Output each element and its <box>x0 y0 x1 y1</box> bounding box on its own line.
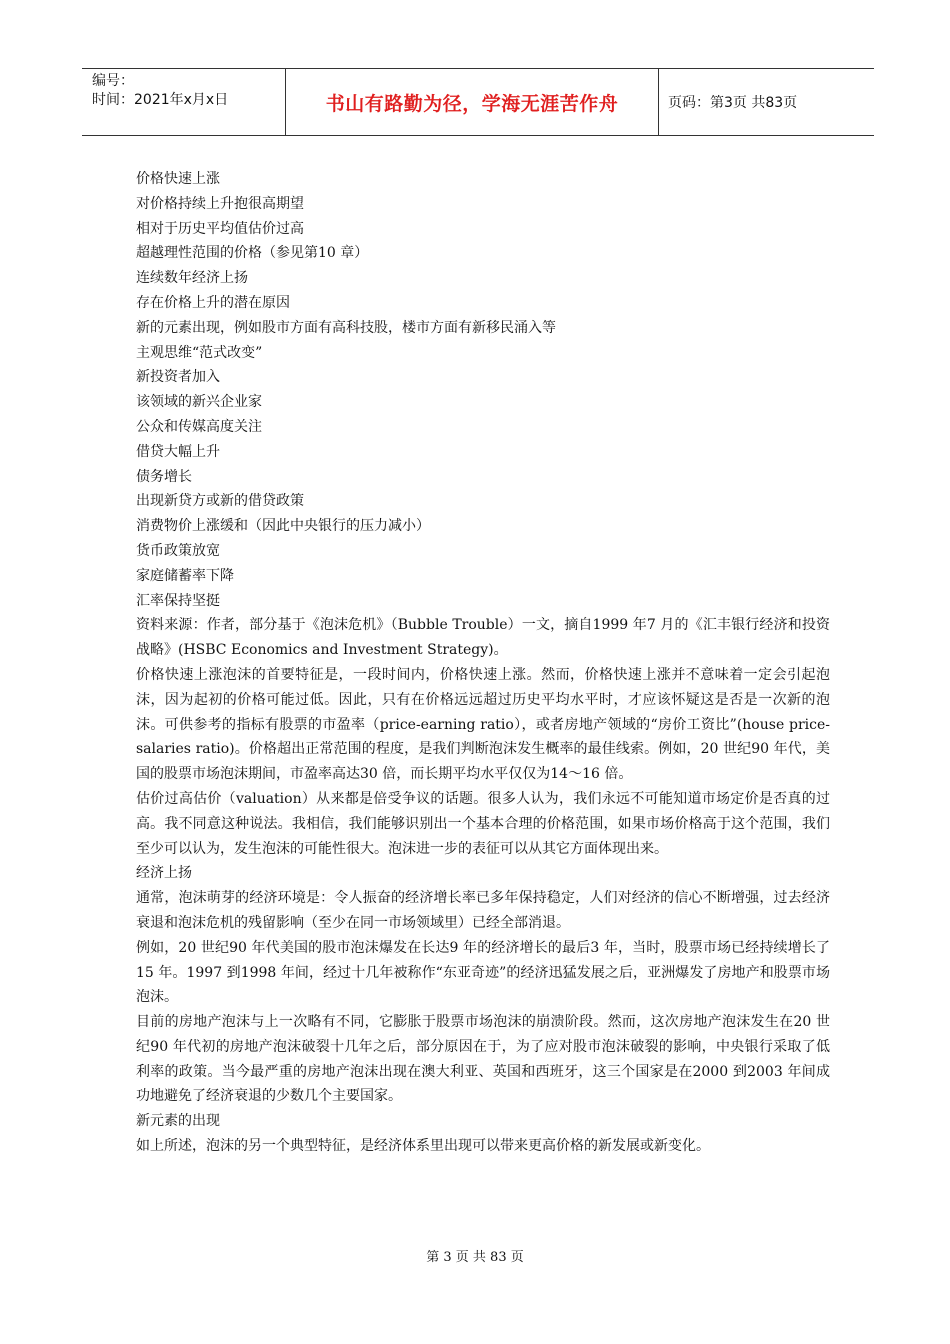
header-divider <box>658 69 659 135</box>
list-item: 公众和传媒高度关注 <box>136 418 262 435</box>
list-item: 借贷大幅上升 <box>136 443 220 460</box>
header-motto: 书山有路勤为径，学海无涯苦作舟 <box>325 92 619 115</box>
list-item: 相对于历史平均值估价过高 <box>136 220 304 237</box>
list-item: 汇率保持坚挺 <box>136 592 220 609</box>
page-footer: 第 3 页 共 83 页 <box>426 1250 524 1265</box>
header-page-number: 页码：第3页 共83页 <box>668 95 798 111</box>
list-item: 连续数年经济上扬 <box>136 270 248 287</box>
list-item: 存在价格上升的潜在原因 <box>136 294 290 311</box>
list-item: 债务增长 <box>136 468 192 485</box>
document-header <box>82 68 874 136</box>
list-item: 主观思维“范式改变” <box>136 344 263 361</box>
section-heading: 经济上扬 <box>136 865 192 882</box>
list-item: 对价格持续上升抱很高期望 <box>136 195 304 212</box>
section-heading: 新元素的出现 <box>136 1113 220 1130</box>
list-item: 消费物价上涨缓和（因此中央银行的压力减小） <box>136 518 430 535</box>
list-item: 新投资者加入 <box>136 369 220 386</box>
list-item: 出现新贷方或新的借贷政策 <box>136 493 304 510</box>
body-paragraph: 通常，泡沫萌芽的经济环境是：令人振奋的经济增长率已多年保持稳定，人们对经济的信心不断增强，过去经济衰退和泡沫危机的残留影响（至少在同一市场领域里）已经全部消退。 <box>136 890 830 931</box>
body-paragraph: 估价过高估价（valuation）从来都是倍受争议的话题。很多人认为，我们永远不可能知道市场定价是否真的过高。我不同意这种说法。我相信，我们能够识别出一个基本合理的价格范围，如果市场价格高于这个范围，我们至少可以认为，发生泡沫的可能性很大。泡沫进一步的表征可以从其它方面体现出来。 <box>136 790 830 857</box>
body-paragraph: 如上所述，泡沫的另一个典型特征，是经济体系里出现可以带来更高价格的新发展或新变化。 <box>136 1138 710 1155</box>
header-meta <box>92 72 292 110</box>
list-item: 该领域的新兴企业家 <box>136 394 262 411</box>
document-date-label: 时间：2021年x月x日 <box>92 92 229 108</box>
document-code-label: 编号： <box>92 73 134 89</box>
list-item: 货币政策放宽 <box>136 542 220 559</box>
document-body <box>136 167 830 1159</box>
list-item: 价格快速上涨 <box>136 171 220 187</box>
body-paragraph: 例如，20 世纪90 年代美国的股市泡沫爆发在长达9 年的经济增长的最后3 年，当时，股票市场已经持续增长了15 年。1997 到1998 年间，经过十几年被称作“东亚奇迹”的经济迅猛发展之后，亚洲爆发了房地产和股票市场泡沫。 <box>136 939 830 1006</box>
body-paragraph: 价格快速上涨泡沫的首要特征是，一段时间内，价格快速上涨。然而，价格快速上涨并不意味着一定会引起泡沫，因为起初的价格可能过低。因此，只有在价格远远超过历史平均水平时，才应该怀疑这是否是一次新的泡沫。可供参考的指标有股票的市盈率（price-earning ratio），或者房地产领域的“房价工资比”(house price-salaries ratio)。价格超出正常范围的程度，是我们判断泡沫发生概率的最佳线索。例如，20 世纪90 年代，美国的股票市场泡沫期间，市盈率高达30 倍，而长期平均水平仅仅为14～16 倍。 <box>136 666 830 783</box>
list-item: 家庭储蓄率下降 <box>136 567 234 584</box>
list-item: 超越理性范围的价格（参见第10 章） <box>136 245 369 262</box>
list-item: 新的元素出现，例如股市方面有高科技股，楼市方面有新移民涌入等 <box>136 319 556 336</box>
body-paragraph: 目前的房地产泡沫与上一次略有不同，它膨胀于股票市场泡沫的崩溃阶段。然而，这次房地产泡沫发生在20 世纪90 年代初的房地产泡沫破裂十几年之后，部分原因在于，为了应对股市泡沫破裂的影响，中央银行采取了低利率的政策。当今最严重的房地产泡沫出现在澳大利亚、英国和西班牙，这三个国家是在2000 到2003 年间成功地避免了经济衰退的少数几个主要国家。 <box>136 1014 830 1105</box>
source-note: 资料来源：作者，部分基于《泡沫危机》（Bubble Trouble）一文，摘自1999 年7 月的《汇丰银行经济和投资战略》(HSBC Economics and Investment Strategy)。 <box>136 617 830 659</box>
